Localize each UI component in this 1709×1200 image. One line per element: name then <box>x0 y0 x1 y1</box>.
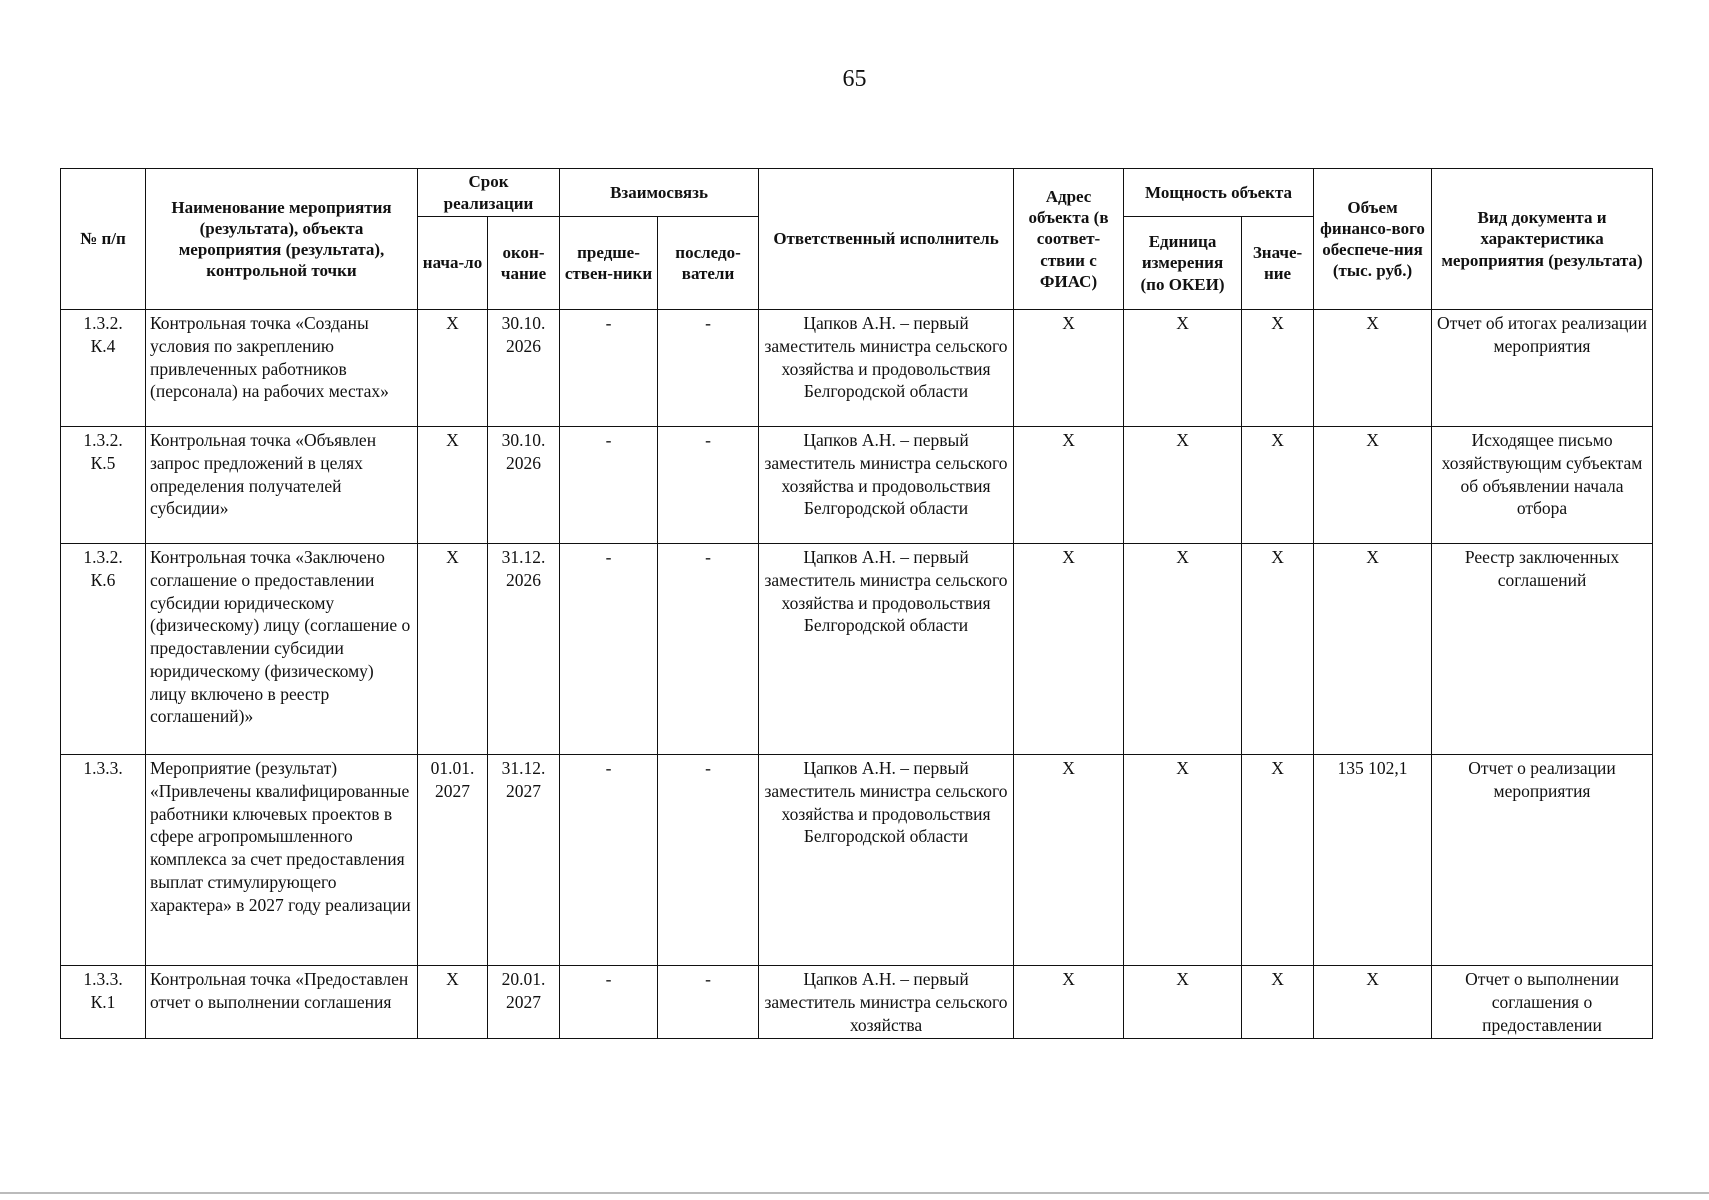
cell-name: Контрольная точка «Заключено соглашение о предоставлении субсидии юридическому (физическому) лицу (соглашение о предоставлении субсидии юридическому (физическому) лицу включено в реестр соглашений)» <box>146 544 418 755</box>
cell-executor: Цапков А.Н. – первый заместитель министра сельского хозяйства и продовольствия Белгородской области <box>759 544 1014 755</box>
cell-name: Мероприятие (результат) «Привлечены квалифицированные работники ключевых проектов в сфере агропромышленного комплекса за счет предоставления выплат стимулирующего характера» в 2027 году реализации <box>146 755 418 966</box>
header-doc: Вид документа и характеристика мероприятия (результата) <box>1432 169 1653 310</box>
header-name: Наименование мероприятия (результата), объекта мероприятия (результата), контрольной точки <box>146 169 418 310</box>
cell-value: X <box>1242 544 1314 755</box>
header-executor: Ответственный исполнитель <box>759 169 1014 310</box>
cell-name: Контрольная точка «Объявлен запрос предложений в целях определения получателей субсидии» <box>146 427 418 544</box>
cell-executor: Цапков А.Н. – первый заместитель министра сельского хозяйства и продовольствия Белгородской области <box>759 427 1014 544</box>
header-term: Срок реализации <box>418 169 560 217</box>
cell-executor: Цапков А.Н. – первый заместитель министра сельского хозяйства и продовольствия Белгородской области <box>759 310 1014 427</box>
cell-name: Контрольная точка «Предоставлен отчет о выполнении соглашения <box>146 966 418 1039</box>
scan-edge-line <box>0 1192 1709 1194</box>
cell-num: 1.3.2. К.4 <box>61 310 146 427</box>
cell-succ: - <box>658 310 759 427</box>
header-capacity: Мощность объекта <box>1124 169 1314 217</box>
header-num: № п/п <box>61 169 146 310</box>
cell-address: X <box>1014 310 1124 427</box>
header-term-start: нача-ло <box>418 217 488 310</box>
cell-unit: X <box>1124 310 1242 427</box>
cell-doc: Отчет об итогах реализации мероприятия <box>1432 310 1653 427</box>
cell-end: 30.10. 2026 <box>488 427 560 544</box>
page-number: 65 <box>842 66 867 92</box>
cell-pred: - <box>560 966 658 1039</box>
cell-doc: Отчет о реализации мероприятия <box>1432 755 1653 966</box>
table-row <box>61 310 1653 427</box>
cell-start: X <box>418 427 488 544</box>
cell-doc: Исходящее письмо хозяйствующим субъектам об объявлении начала отбора <box>1432 427 1653 544</box>
cell-unit: X <box>1124 755 1242 966</box>
cell-value: X <box>1242 310 1314 427</box>
cell-start: X <box>418 310 488 427</box>
cell-succ: - <box>658 544 759 755</box>
cell-funding: X <box>1314 966 1432 1039</box>
header-relation: Взаимосвязь <box>560 169 759 217</box>
cell-address: X <box>1014 427 1124 544</box>
cell-end: 31.12. 2027 <box>488 755 560 966</box>
header-successors: последо-ватели <box>658 217 759 310</box>
cell-pred: - <box>560 544 658 755</box>
cell-succ: - <box>658 755 759 966</box>
cell-end: 30.10. 2026 <box>488 310 560 427</box>
cell-value: X <box>1242 966 1314 1039</box>
table-body <box>61 310 1653 1039</box>
cell-pred: - <box>560 427 658 544</box>
cell-succ: - <box>658 427 759 544</box>
cell-value: X <box>1242 755 1314 966</box>
header-address: Адрес объекта (в соответ-ствии с ФИАС) <box>1014 169 1124 310</box>
cell-end: 31.12. 2026 <box>488 544 560 755</box>
header-term-end: окон-чание <box>488 217 560 310</box>
cell-num: 1.3.3. К.1 <box>61 966 146 1039</box>
cell-num: 1.3.2. К.6 <box>61 544 146 755</box>
plan-table <box>60 168 1653 1039</box>
cell-executor: Цапков А.Н. – первый заместитель министра сельского хозяйства и продовольствия Белгородской области <box>759 755 1014 966</box>
cell-funding: X <box>1314 427 1432 544</box>
header-unit: Единица измерения (по ОКЕИ) <box>1124 217 1242 310</box>
cell-pred: - <box>560 310 658 427</box>
cell-funding: 135 102,1 <box>1314 755 1432 966</box>
cell-pred: - <box>560 755 658 966</box>
table-row <box>61 544 1653 755</box>
cell-name: Контрольная точка «Созданы условия по закреплению привлеченных работников (персонала) на рабочих местах» <box>146 310 418 427</box>
cell-end: 20.01. 2027 <box>488 966 560 1039</box>
cell-num: 1.3.3. <box>61 755 146 966</box>
table-row <box>61 427 1653 544</box>
cell-doc: Отчет о выполнении соглашения о предоставлении <box>1432 966 1653 1039</box>
cell-start: 01.01. 2027 <box>418 755 488 966</box>
cell-address: X <box>1014 966 1124 1039</box>
cell-succ: - <box>658 966 759 1039</box>
header-funding: Объем финансо-вого обеспече-ния (тыс. руб.) <box>1314 169 1432 310</box>
cell-address: X <box>1014 755 1124 966</box>
header-value: Значе-ние <box>1242 217 1314 310</box>
cell-start: X <box>418 966 488 1039</box>
table-row <box>61 966 1653 1039</box>
table-header <box>61 169 1653 310</box>
cell-executor: Цапков А.Н. – первый заместитель министра сельского хозяйства <box>759 966 1014 1039</box>
table-row <box>61 755 1653 966</box>
cell-unit: X <box>1124 544 1242 755</box>
header-predecessors: предше-ствен-ники <box>560 217 658 310</box>
cell-funding: X <box>1314 310 1432 427</box>
cell-doc: Реестр заключенных соглашений <box>1432 544 1653 755</box>
cell-value: X <box>1242 427 1314 544</box>
cell-address: X <box>1014 544 1124 755</box>
cell-num: 1.3.2. К.5 <box>61 427 146 544</box>
cell-start: X <box>418 544 488 755</box>
cell-unit: X <box>1124 427 1242 544</box>
cell-funding: X <box>1314 544 1432 755</box>
cell-unit: X <box>1124 966 1242 1039</box>
